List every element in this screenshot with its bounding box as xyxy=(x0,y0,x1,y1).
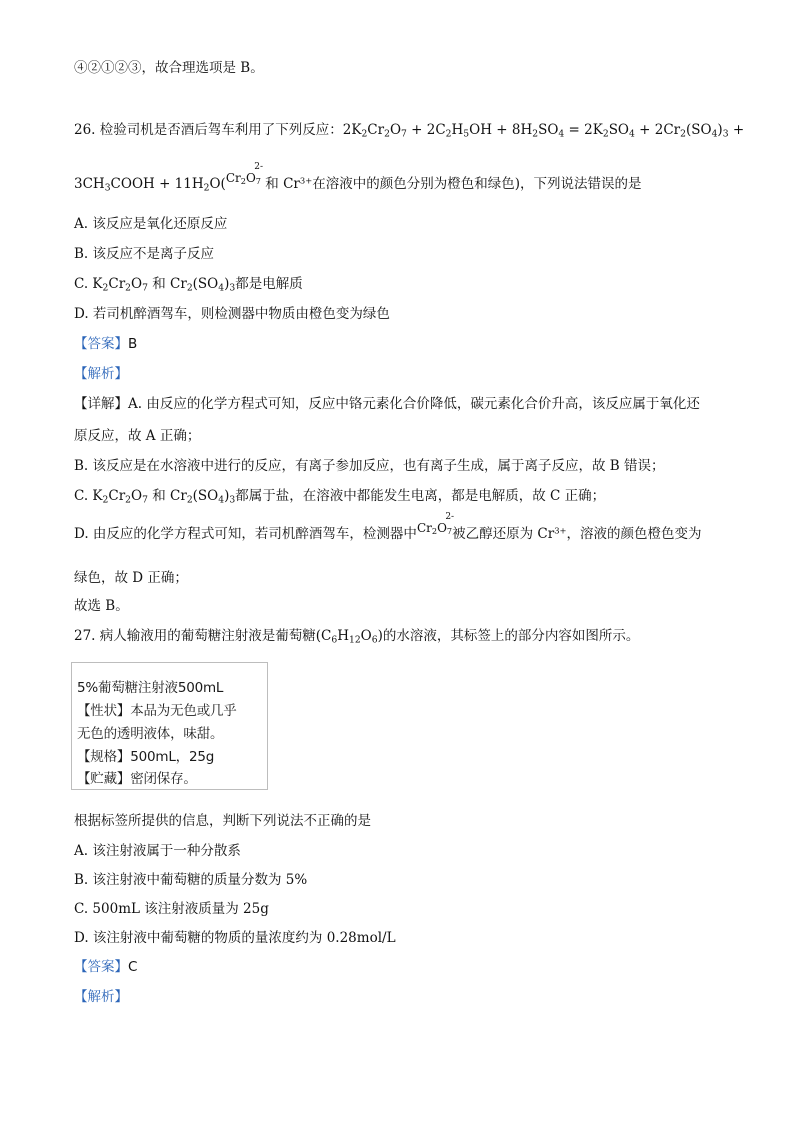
q26-stem-line2: $3CH_3COOH + 11H_2O(Cr_2O_7$ 2- 和 $Cr^{3+}$在溶液中的颜色分别为橙色和绿色)，下列说法错误的是 xyxy=(74,162,642,194)
q26-option-a: A. 该反应是氧化还原反应 xyxy=(74,216,228,232)
label-spec: 【规格】500mL，25g xyxy=(77,749,215,765)
q27-option-c: C. 500mL 该注射液质量为 25g xyxy=(74,901,269,917)
q26-detail-d: D. 由反应的化学方程式可知，若司机醉酒驾车，检测器中$Cr_2O_7$ 2- 被乙醇还原为 $Cr^{3+}$，溶液的颜色橙色变为 xyxy=(74,512,702,542)
q26-stem-line1: 26. 检验司机是否酒后驾车利用了下列反应：$2K_2Cr_2O_7 + 2C_2H_5OH + 8H_2SO_4 = 2K_2SO_4 + 2Cr_2(SO_4)_3$ + xyxy=(74,122,745,140)
q26-option-b: B. 该反应不是离子反应 xyxy=(74,246,215,262)
glucose-label-image xyxy=(71,662,268,790)
dichromate-ion: $Cr_2O_7$ 2- xyxy=(416,512,455,537)
q26-answer xyxy=(74,338,137,352)
q26-detail-b: B. 该反应是在水溶液中进行的反应，有离子参加反应，也有离子生成，属于离子反应，故 B 错误； xyxy=(74,458,665,474)
q26-stem-prefix: 26. 检验司机是否酒后驾车利用了下列反应： xyxy=(74,122,343,138)
q26-option-d: D. 若司机醉酒驾车，则检测器中物质由橙色变为绿色 xyxy=(74,306,390,322)
q27-option-b: B. 该注射液中葡萄糖的质量分数为 5% xyxy=(74,872,308,888)
label-properties-cont: 无色的透明液体，味甜。 xyxy=(77,726,224,742)
q27-answer xyxy=(74,961,137,975)
answer-tag: 【答案】 xyxy=(74,959,128,975)
answer-value: B xyxy=(128,336,138,352)
dichromate-ion: $Cr_2O_7$ 2- xyxy=(225,162,263,187)
q27-option-a: A. 该注射液属于一种分散系 xyxy=(74,843,241,859)
label-properties: 【性状】本品为无色或几乎 xyxy=(77,703,237,719)
label-title: 5%葡萄糖注射液500mL xyxy=(77,680,224,696)
q27-option-d: D. 该注射液中葡萄糖的物质的量浓度约为 0.28mol/L xyxy=(74,930,396,946)
q27-analysis-tag: 【解析】 xyxy=(74,989,128,1005)
q26-detail-line1: 【详解】A. 由反应的化学方程式可知，反应中铬元素化合价降低，碳元素化合价升高，该反应属于氧化还 xyxy=(74,396,700,412)
q26-analysis-tag: 【解析】 xyxy=(74,366,128,382)
answer-value: C xyxy=(128,959,138,975)
q26-detail-d2: 绿色，故 D 正确； xyxy=(74,570,188,586)
q27-question: 根据标签所提供的信息，判断下列说法不正确的是 xyxy=(74,813,371,829)
q27-stem: 27. 病人输液用的葡萄糖注射液是葡萄糖$(C_6H_{12}O_6)$的水溶液，其标签上的部分内容如图所示。 xyxy=(74,628,640,646)
q26-detail-c: C. $K_2Cr_2O_7$ 和 $Cr_2(SO_4)_3$都属于盐，在溶液中都能发生电离，都是电解质，故 C 正确； xyxy=(74,488,606,506)
previous-answer-line: ④②①②③，故合理选项是 B。 xyxy=(74,60,264,76)
label-storage: 【贮藏】密闭保存。 xyxy=(77,771,197,787)
q26-conclusion: 故选 B。 xyxy=(74,598,129,614)
answer-tag: 【答案】 xyxy=(74,336,128,352)
q26-option-c: C. $K_2Cr_2O_7$ 和 $Cr_2(SO_4)_3$都是电解质 xyxy=(74,276,303,294)
q26-detail-line2: 原反应，故 A 正确； xyxy=(74,428,201,444)
